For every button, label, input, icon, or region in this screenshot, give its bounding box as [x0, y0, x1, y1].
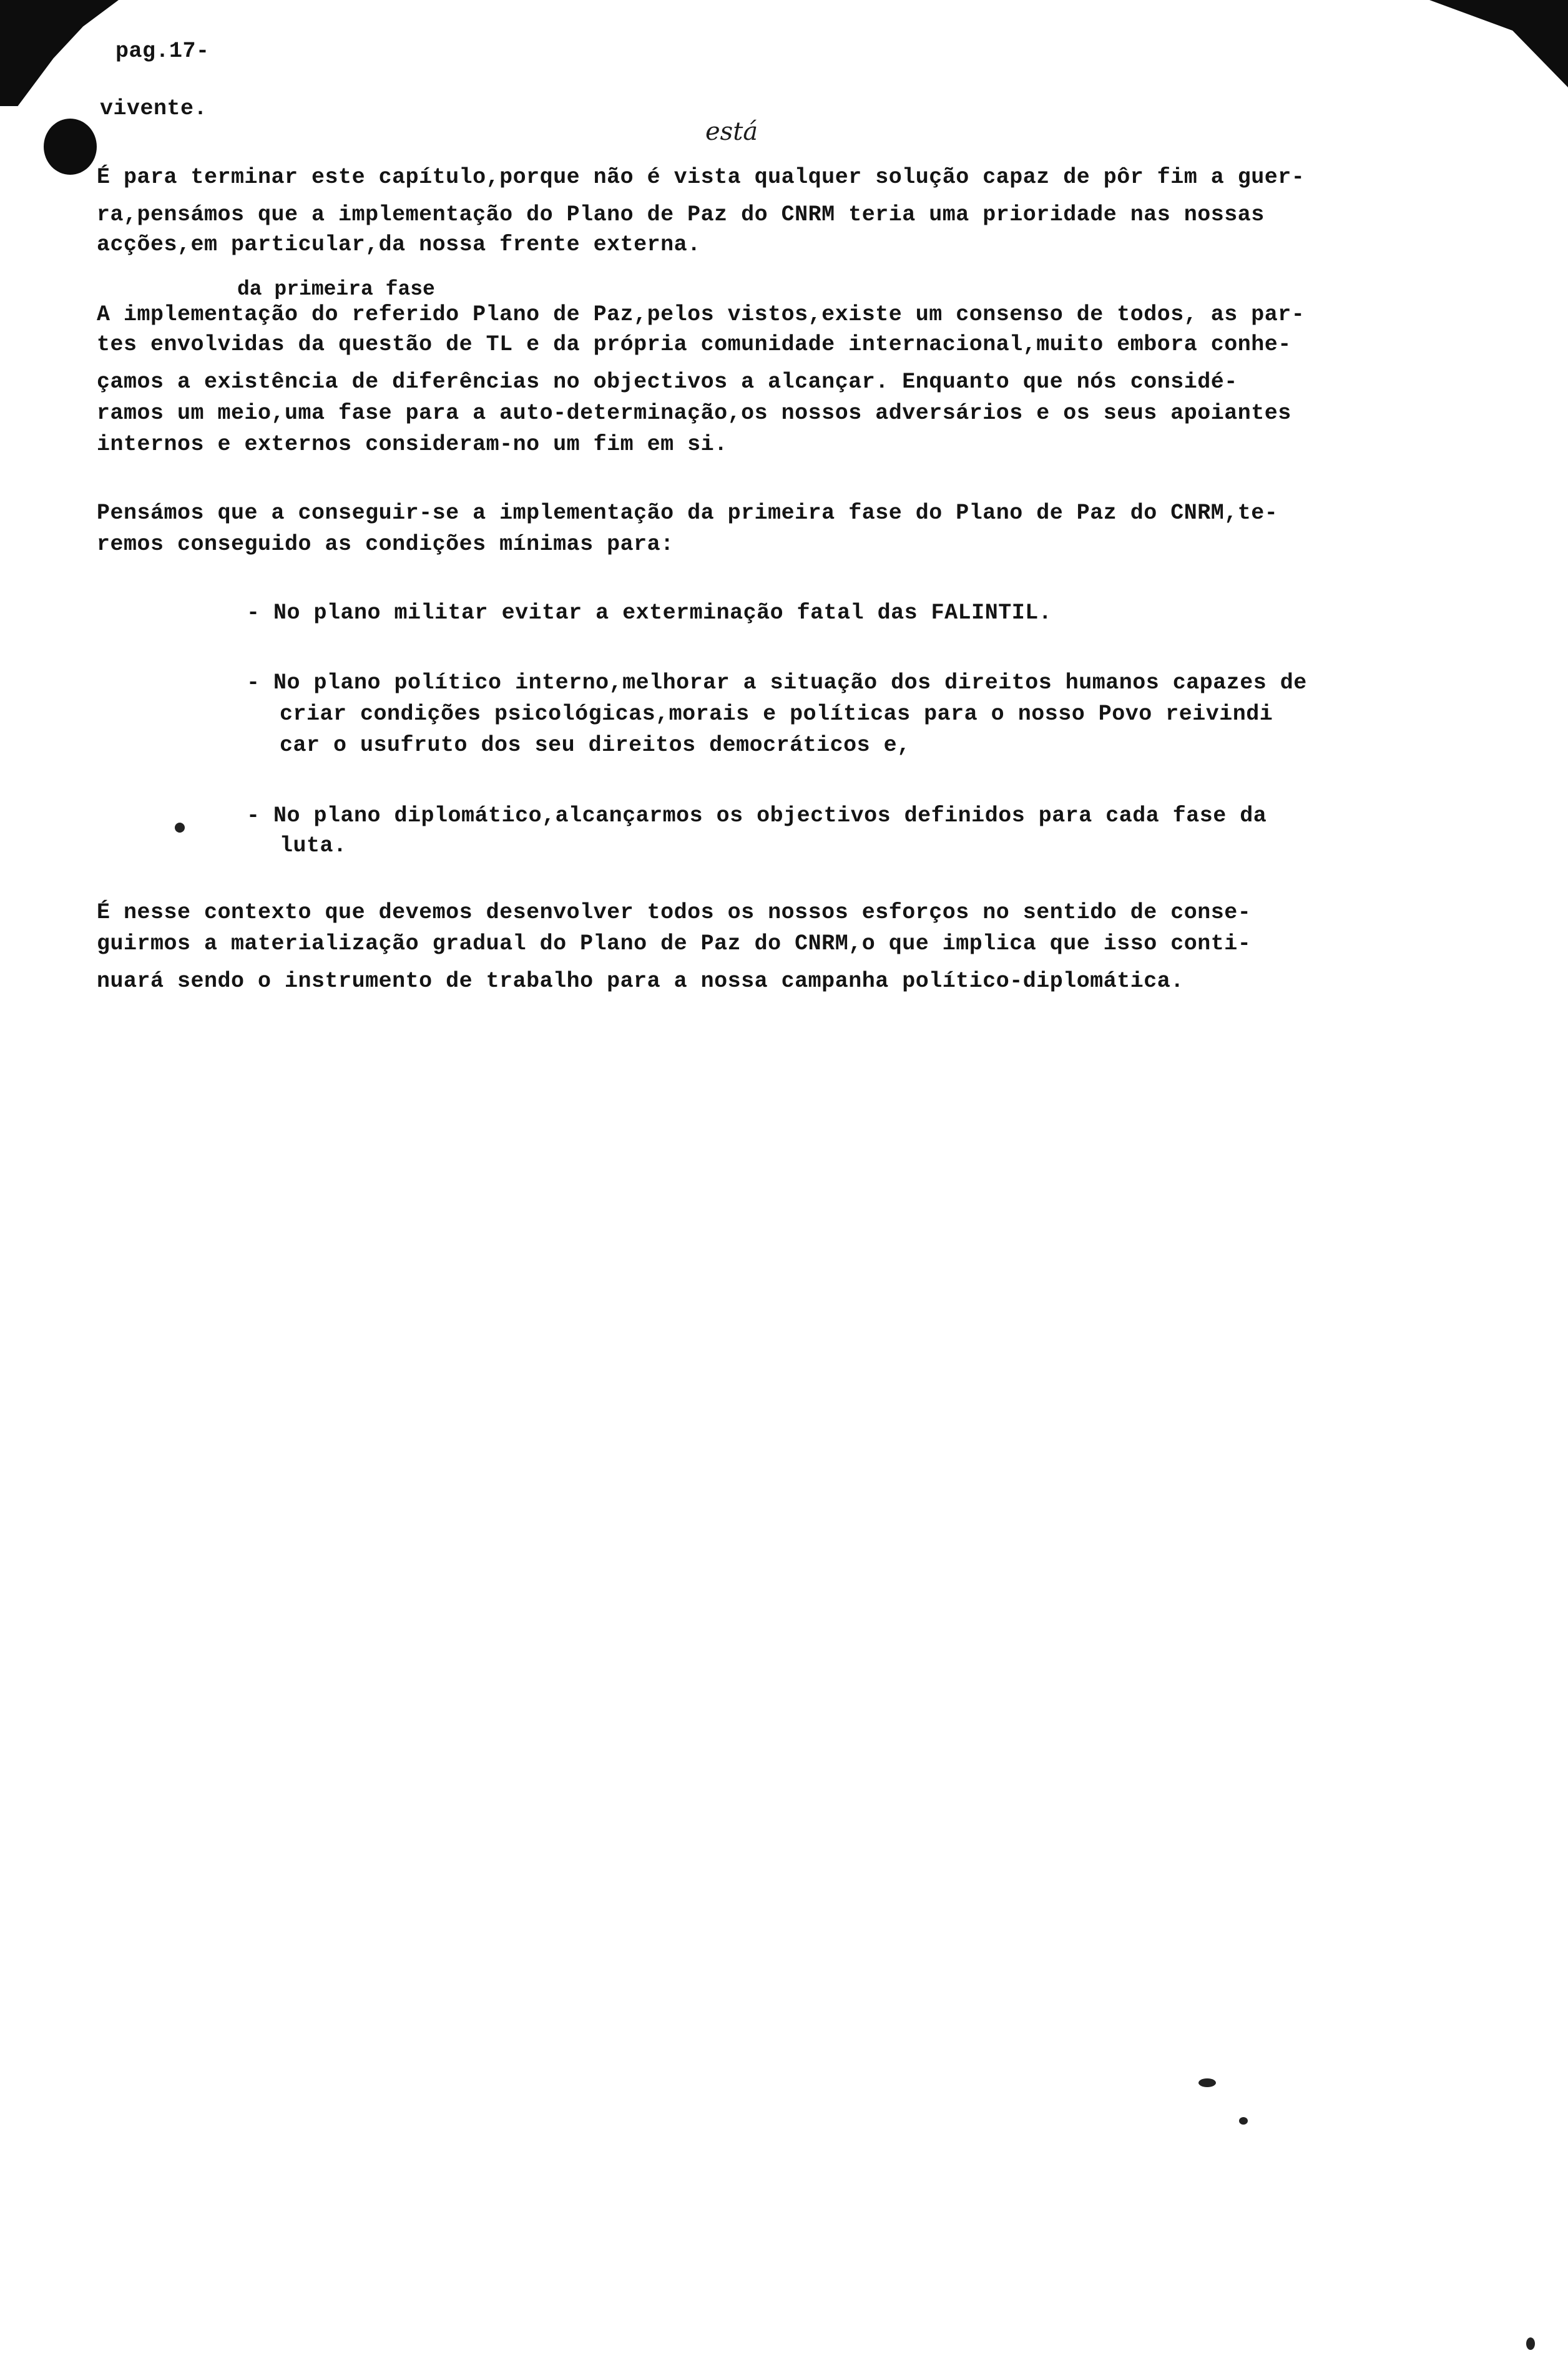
paragraph-2-line: çamos a existência de diferências no objectivos a alcançar. Enquanto que nós considé-	[97, 369, 1238, 394]
ink-blot-left	[44, 119, 97, 175]
bullet-military: - No plano militar evitar a exterminação fatal das FALINTIL.	[247, 600, 1052, 625]
paragraph-2-line: A implementação do referido Plano de Paz,pelos vistos,existe um consenso de todos, as par-	[97, 302, 1305, 327]
bullet-diplomatic: luta.	[280, 833, 347, 858]
paragraph-4-line: É nesse contexto que devemos desenvolver todos os nossos esforços no sentido de conse-	[97, 900, 1252, 925]
bullet-internal-politics: criar condições psicológicas,morais e políticas para o nosso Povo reivindi	[280, 702, 1273, 727]
speck	[1239, 2117, 1248, 2125]
paragraph-1-line: ra,pensámos que a implementação do Plano de Paz do CNRM teria uma prioridade nas nossas	[97, 202, 1265, 227]
handwritten-insertion: está	[705, 117, 758, 146]
bullet-diplomatic: - No plano diplomático,alcançarmos os objectivos definidos para cada fase da	[247, 803, 1267, 828]
speck	[1198, 2078, 1216, 2087]
speck	[175, 823, 185, 833]
paragraph-2-line: tes envolvidas da questão de TL e da própria comunidade internacional,muito embora conhe-	[97, 332, 1291, 357]
page-reference: pag.17-	[115, 39, 210, 64]
corner-blot-top-right	[1429, 0, 1568, 87]
carry-over-word: vivente.	[100, 96, 208, 121]
corner-blot-top-left	[0, 0, 119, 106]
paragraph-1-line: É para terminar este capítulo,porque não é vista qualquer solução capaz de pôr fim a guer-	[97, 165, 1305, 190]
paragraph-3-line: Pensámos que a conseguir-se a implementação da primeira fase do Plano de Paz do CNRM,te-	[97, 501, 1278, 526]
paragraph-3-line: remos conseguido as condições mínimas para:	[97, 532, 674, 557]
bullet-internal-politics: - No plano político interno,melhorar a situação dos direitos humanos capazes de	[247, 670, 1307, 695]
paragraph-1-line: acções,em particular,da nossa frente externa.	[97, 232, 701, 257]
paragraph-2-line: ramos um meio,uma fase para a auto-determinação,os nossos adversários e os seus apoiantes	[97, 401, 1291, 426]
typed-insertion: da primeira fase	[237, 278, 435, 301]
paragraph-4-line: guirmos a materialização gradual do Plano de Paz do CNRM,o que implica que isso conti-	[97, 931, 1252, 956]
paragraph-2-line: internos e externos consideram-no um fim em si.	[97, 432, 728, 457]
bullet-internal-politics: car o usufruto dos seu direitos democráticos e,	[280, 733, 911, 758]
paragraph-4-line: nuará sendo o instrumento de trabalho para a nossa campanha político-diplomática.	[97, 969, 1184, 994]
speck	[1526, 2337, 1535, 2350]
